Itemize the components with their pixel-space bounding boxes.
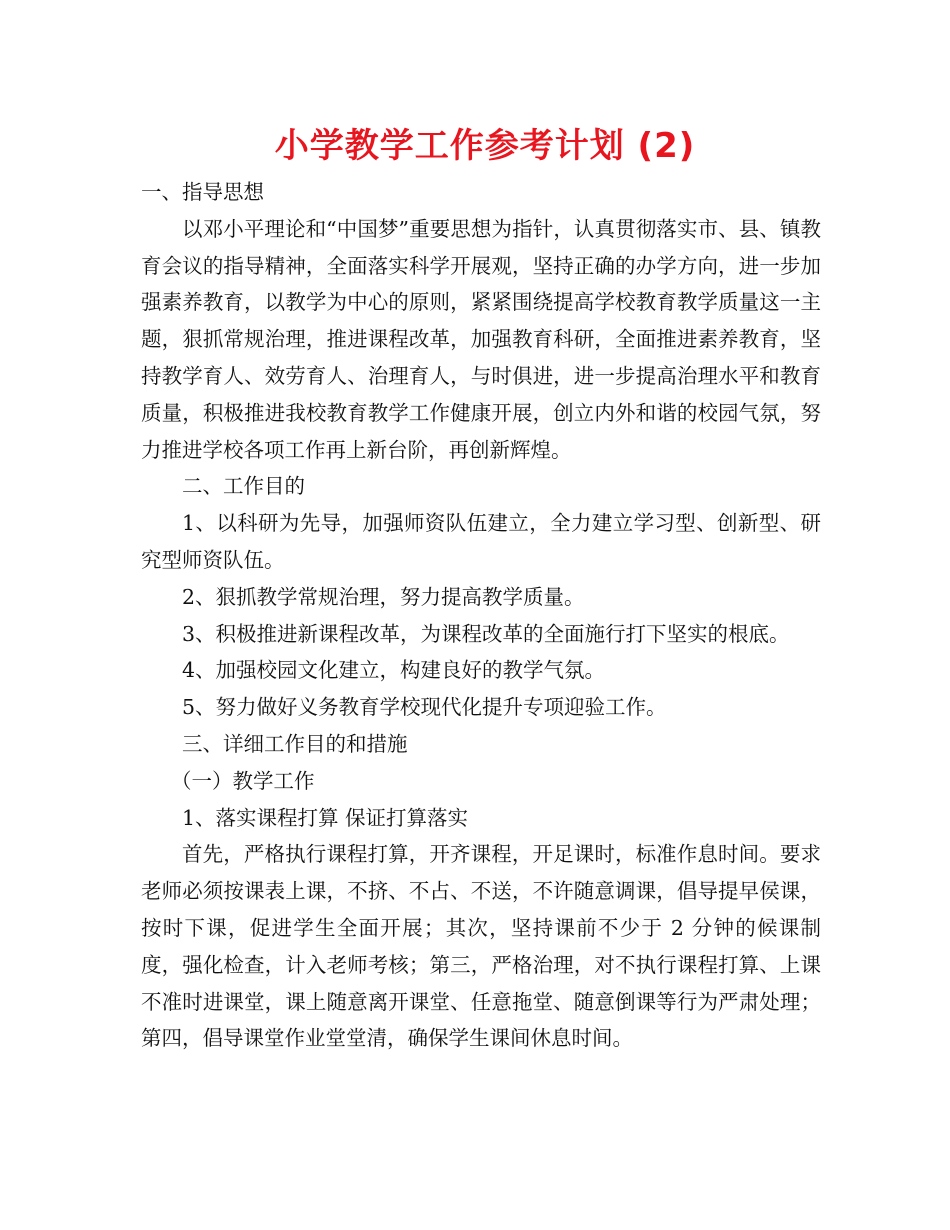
- document-page: [141, 118, 821, 1057]
- goal-item-1: 1、以科研为先导，加强师资队伍建立，全力建立学习型、创新型、研究型师资队伍。: [141, 511, 821, 572]
- heading-detailed-goals: 三、详细工作目的和措施: [182, 731, 408, 756]
- paragraph-course-plan: 首先，严格执行课程打算，开齐课程，开足课时，标准作息时间。要求老师必须按课表上课，不挤、不占、不送，不许随意调课，倡导提早侯课，按时下课，促进学生全面开展；其次，坚持课前不少于 2 分钟的候课制度，强化检查，计入老师考核；第三，严格治理，对不执行课程打算、上课不准时进课堂，课上随意离开课堂、任意拖堂、随意倒课等行为严肃处理；第四，倡导课堂作业堂堂清，确保学生课间休息时间。: [141, 842, 821, 1051]
- item-course-plan: 1、落实课程打算 保证打算落实: [182, 805, 469, 830]
- goal-item-5: 5、努力做好义务教育学校现代化提升专项迎验工作。: [182, 695, 667, 720]
- paragraph-guiding-ideology: 以邓小平理论和“中国梦”重要思想为指针，认真贯彻落实市、县、镇教育会议的指导精神，全面落实科学开展观，坚持正确的办学方向，进一步加强素养教育，以教学为中心的原则，紧紧围绕提高学校教育教学质量这一主题，狠抓常规治理，推进课程改革，加强教育科研，全面推进素养教育，坚持教学育人、效劳育人、治理育人，与时俱进，进一步提高治理水平和教育质量，积极推进我校教育教学工作健康开展，创立内外和谐的校园气氛，努力推进学校各项工作再上新台阶，再创新辉煌。: [141, 216, 821, 462]
- subheading-teaching-work: （一）教学工作: [171, 768, 315, 793]
- heading-guiding-ideology: 一、指导思想: [141, 180, 264, 204]
- goal-item-3: 3、积极推进新课程改革，为课程改革的全面施行打下坚实的根底。: [182, 621, 790, 646]
- goal-item-4: 4、加强校园文化建立，构建良好的教学气氛。: [182, 658, 606, 683]
- goal-item-2: 2、狠抓教学常规治理，努力提高教学质量。: [182, 584, 585, 609]
- document-body: [141, 174, 821, 1057]
- heading-work-goals: 二、工作目的: [182, 474, 305, 499]
- document-title: 小学教学工作参考计划 (2): [274, 126, 696, 166]
